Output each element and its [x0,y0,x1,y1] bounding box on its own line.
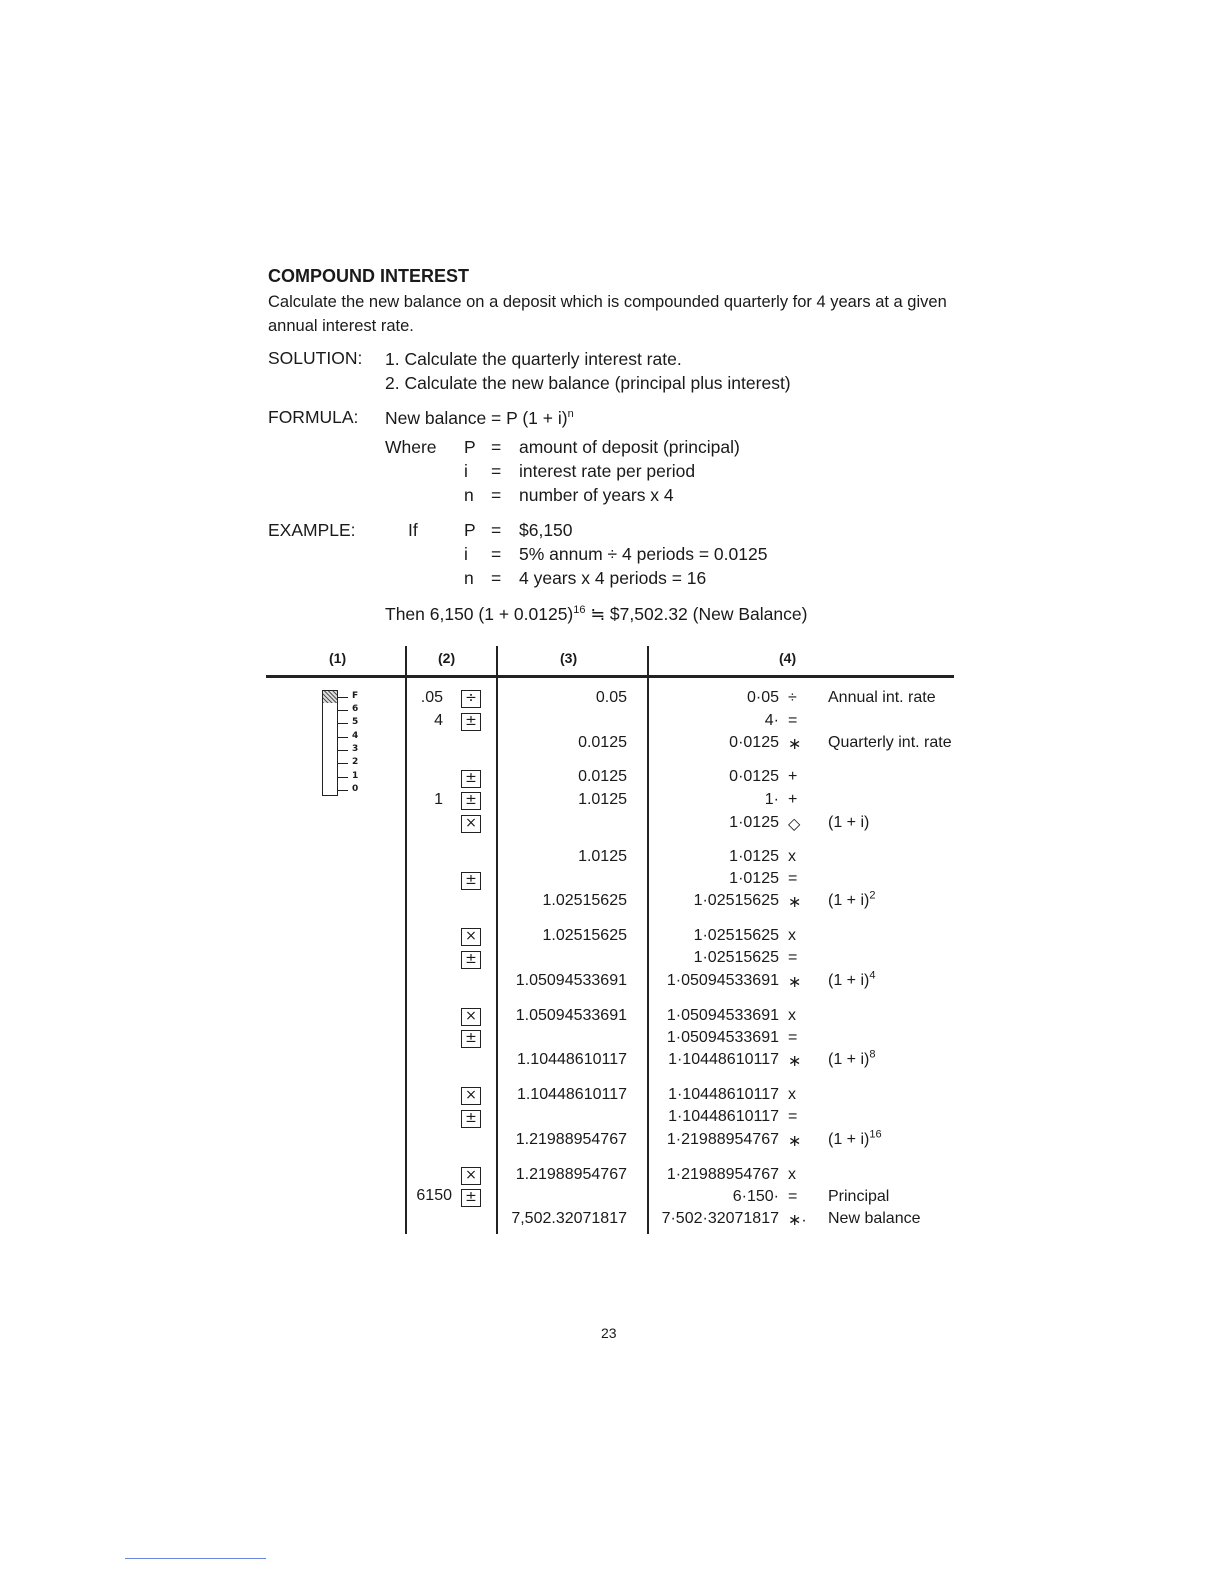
divide-key-icon: ÷ [461,690,481,708]
display-value: 1.21988954767 [515,1131,627,1148]
selector-label-3: 3 [352,744,359,754]
tape-value: 1·0125 [729,814,779,831]
tape-operator: ∗ [788,1133,802,1150]
plus-equal-key-icon: ± [461,951,481,969]
note-one-plus-i: (1 + i) [828,814,870,831]
selector-tick [338,763,348,764]
selector-label-6: 6 [352,704,359,714]
tape-operator: ∗ [788,974,802,991]
display-value: 1.21988954767 [515,1166,627,1183]
selector-tick [338,723,348,724]
selector-label-5: 5 [352,717,359,727]
column-divider-1 [405,646,407,1234]
tape-value: 0·05 [746,689,779,706]
formula-sym-p: P [464,437,476,457]
formula-expr-text: New balance = P (1 + i) [385,408,568,428]
display-value: 1.10448610117 [516,1086,627,1103]
example-sym-i: i [464,544,468,564]
note-power-2 [828,889,876,910]
tape-value: 6·150· [732,1188,779,1205]
example-label: EXAMPLE: [268,520,356,540]
entry-one: 1 [434,791,443,808]
selector-tick [338,697,348,698]
display-value: 1.0125 [578,791,627,808]
column-divider-2 [496,646,498,1234]
note-new-balance: New balance [828,1210,921,1227]
example-sym-p: P [464,520,476,540]
result-pre: Then 6,150 (1 + 0.0125) [385,604,574,624]
decimal-selector-switch [322,690,338,796]
example-if: If [408,520,418,540]
col-header-3: (3) [560,650,578,666]
formula-sym-n: n [464,485,474,505]
formula-expression [385,408,574,429]
note-power-2-exp: 2 [869,889,876,902]
display-value: 1.0125 [578,848,627,865]
display-value: 1.05094533691 [515,1007,627,1024]
example-def-n: 4 years x 4 periods = 16 [519,568,707,588]
entry-periods: 4 [434,712,443,729]
selector-label-1: 1 [352,771,359,781]
tape-operator: x [788,1007,796,1024]
tape-value: 1·0125 [729,870,779,887]
tape-operator: x [788,848,796,865]
table-header-rule [266,675,954,678]
tape-value: 1· [764,791,779,808]
note-power-16 [828,1128,882,1149]
tape-value: 1·10448610117 [668,1108,779,1125]
tape-value: 4· [764,712,779,729]
note-power-4 [828,969,876,990]
tape-operator: = [788,949,798,966]
where-label: Where [385,437,437,457]
tape-value: 1·10448610117 [668,1086,779,1103]
tape-operator: ∗ [788,736,802,753]
plus-equal-key-icon: ± [461,792,481,810]
note-annual-rate: Annual int. rate [828,689,936,706]
selector-tick [338,790,348,791]
tape-value: 1·05094533691 [666,1007,779,1024]
entry-principal: 6150 [416,1187,452,1204]
formula-def-i: interest rate per period [519,461,696,481]
example-sym-n: n [464,568,474,588]
col-header-1: (1) [329,650,347,666]
solution-step-1: 1. Calculate the quarterly interest rate. [385,349,682,369]
tape-operator: = [788,712,798,729]
multiply-key-icon: × [461,928,481,946]
footer-rule [125,1558,266,1559]
selector-label-2: 2 [352,757,359,767]
display-value: 0.0125 [578,734,627,751]
result-exponent: 16 [573,604,586,617]
entry-rate: .05 [420,689,443,706]
formula-def-n: number of years x 4 [519,485,674,505]
note-power-16-exp: 16 [869,1128,882,1141]
tape-value: 7·502·32071817 [661,1210,779,1227]
formula-eq-i: = [491,461,502,481]
formula-def-p: amount of deposit (principal) [519,437,740,457]
multiply-key-icon: × [461,1167,481,1185]
col-header-4: (4) [779,650,797,666]
plus-equal-key-icon: ± [461,1030,481,1048]
plus-equal-key-icon: ± [461,1110,481,1128]
formula-exponent: n [567,408,574,421]
note-power-8-exp: 8 [869,1048,876,1061]
note-power-4-exp: 4 [869,969,876,982]
selector-label-0: 0 [352,784,359,794]
example-eq-p: = [491,520,502,540]
tape-value: 0·0125 [729,734,779,751]
selector-tick [338,777,348,778]
selector-label-4: 4 [352,731,359,741]
tape-value: 1·10448610117 [668,1051,779,1068]
intro-paragraph: Calculate the new balance on a deposit which is compounded quarterly for 4 years at a given annual interest rate. [268,293,947,335]
result-post: ≒ $7,502.32 (New Balance) [590,604,808,624]
tape-value: 1·21988954767 [666,1131,779,1148]
plus-equal-key-icon: ± [461,1189,481,1207]
tape-operator: + [788,768,798,785]
note-quarterly-rate: Quarterly int. rate [828,734,952,751]
tape-operator: ∗ [788,1053,802,1070]
tape-operator: = [788,1108,798,1125]
selector-label-f: F [352,691,359,701]
formula-eq-n: = [491,485,502,505]
solution-label: SOLUTION: [268,348,363,368]
tape-value: 1·02515625 [693,927,779,944]
selector-knob [323,691,337,703]
plus-equal-key-icon: ± [461,770,481,788]
example-result [385,604,807,625]
plus-equal-key-icon: ± [461,872,481,890]
tape-operator: ∗ [788,894,802,911]
note-power-4-base: (1 + i) [828,972,870,989]
column-divider-3 [647,646,649,1234]
multiply-key-icon: × [461,1087,481,1105]
tape-operator: ∗· [788,1212,807,1229]
example-eq-n: = [491,568,502,588]
tape-operator: = [788,870,798,887]
page-number: 23 [601,1325,617,1341]
formula-label: FORMULA: [268,407,359,427]
example-eq-i: = [491,544,502,564]
note-principal: Principal [828,1188,890,1205]
note-power-8-base: (1 + i) [828,1051,870,1068]
tape-value: 1·05094533691 [666,972,779,989]
display-value: 0.05 [595,689,627,706]
note-power-8 [828,1048,876,1069]
display-value: 1.02515625 [542,892,627,909]
tape-value: 1·0125 [729,848,779,865]
note-power-16-base: (1 + i) [828,1131,870,1148]
tape-value: 1·02515625 [693,949,779,966]
solution-step-2: 2. Calculate the new balance (principal plus interest) [385,373,791,393]
tape-operator: ÷ [788,689,797,706]
col-header-2: (2) [438,650,456,666]
formula-eq-p: = [491,437,502,457]
selector-tick [338,750,348,751]
multiply-key-icon: × [461,815,481,833]
display-value: 1.05094533691 [515,972,627,989]
tape-value: 1·21988954767 [666,1166,779,1183]
tape-operator: ◇ [788,816,801,833]
tape-operator: x [788,1166,796,1183]
display-value: 7,502.32071817 [511,1210,627,1227]
example-def-p: $6,150 [519,520,573,540]
note-power-2-base: (1 + i) [828,892,870,909]
tape-operator: = [788,1029,798,1046]
plus-equal-key-icon: ± [461,713,481,731]
formula-sym-i: i [464,461,468,481]
tape-operator: = [788,1188,798,1205]
tape-value: 0·0125 [729,768,779,785]
display-value: 1.02515625 [542,927,627,944]
display-value: 1.10448610117 [516,1051,627,1068]
example-def-i: 5% annum ÷ 4 periods = 0.0125 [519,544,768,564]
multiply-key-icon: × [461,1008,481,1026]
display-value: 0.0125 [578,768,627,785]
tape-value: 1·02515625 [693,892,779,909]
section-title: COMPOUND INTEREST [268,266,470,286]
tape-operator: x [788,1086,796,1103]
tape-operator: + [788,791,798,808]
tape-operator: x [788,927,796,944]
selector-tick [338,737,348,738]
tape-value: 1·05094533691 [666,1029,779,1046]
selector-tick [338,710,348,711]
